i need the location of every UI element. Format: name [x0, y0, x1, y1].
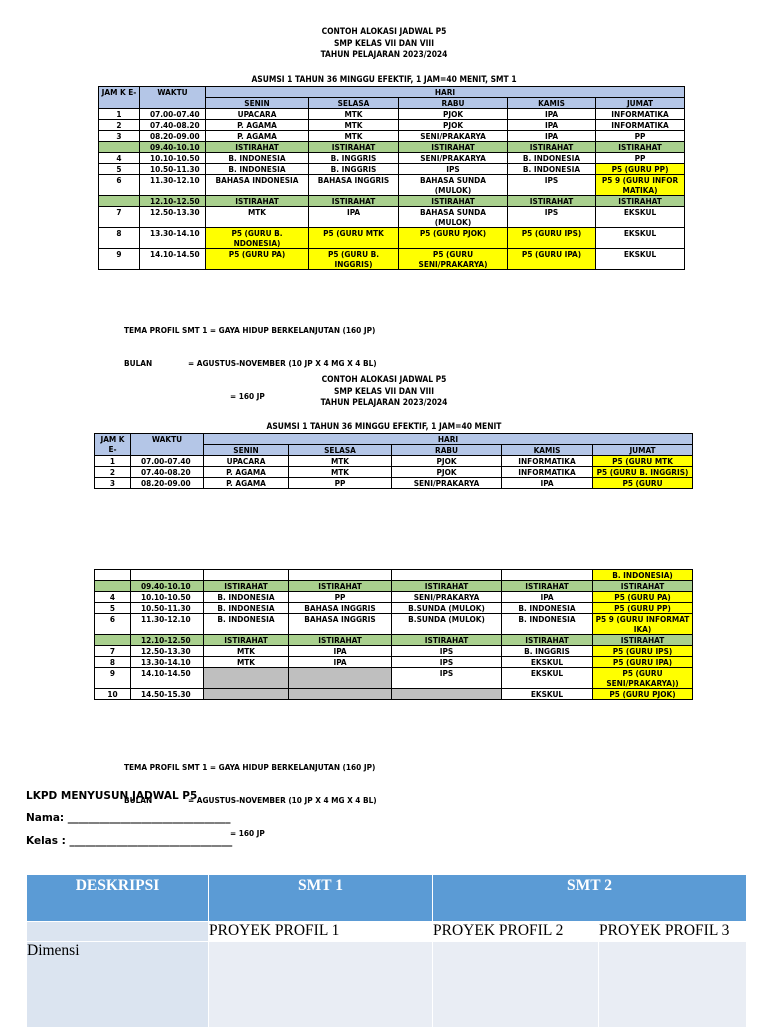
cell-dimensi-proyek-1[interactable] [209, 942, 433, 1028]
schedule-cell: EKSKUL [596, 207, 685, 228]
schedule-cell: PJOK [392, 456, 502, 467]
table-row [99, 175, 685, 196]
title-line: CONTOH ALOKASI JADWAL P5 [321, 374, 447, 384]
schedule-cell: ISTIRAHAT [392, 635, 502, 646]
table-row [95, 478, 693, 489]
note-line: BULAN = AGUSTUS-NOVEMBER (10 JP X 4 MG X 4 BL) [124, 358, 377, 368]
schedule-cell: MTK [289, 467, 392, 478]
schedule-cell: BAHASA INDONESIA [206, 175, 309, 196]
schedule-cell: B. INDONESIA [508, 164, 596, 175]
schedule-cell: P5 (GURU PJOK) [399, 228, 508, 249]
schedule-cell: ISTIRAHAT [206, 142, 309, 153]
jam-cell: 10 [95, 689, 131, 700]
table-row [99, 153, 685, 164]
title-line: TAHUN PELAJARAN 2023/2024 [320, 397, 448, 407]
cell-dimensi-proyek-3[interactable] [599, 942, 747, 1028]
schedule-cell: ISTIRAHAT [204, 635, 289, 646]
schedule-cell: P5 (GURU [593, 478, 693, 489]
header-day: SELASA [309, 98, 399, 109]
jam-cell: 6 [99, 175, 140, 196]
schedule-cell: MTK [309, 109, 399, 120]
header-jam: JAM K E- [99, 87, 140, 109]
jam-cell: 4 [95, 592, 131, 603]
schedule-cell: PJOK [399, 109, 508, 120]
header-day: KAMIS [508, 98, 596, 109]
schedule-cell: B. INDONESIA [508, 153, 596, 164]
waktu-cell: 13.30-14.10 [131, 657, 204, 668]
schedule-cell: IPS [392, 657, 502, 668]
note-line: = 160 JP [230, 828, 265, 838]
schedule-cell: P5 (GURU IPA) [593, 657, 693, 668]
cell-dimensi-proyek-2[interactable] [433, 942, 599, 1028]
schedule-cell: MTK [309, 120, 399, 131]
table-row [95, 657, 693, 668]
schedule-cell: B. INDONESIA [204, 614, 289, 635]
schedule-cell: P5 (GURU B. INGGRIS) [593, 467, 693, 478]
table-row [95, 603, 693, 614]
header-day: RABU [399, 98, 508, 109]
subheader-proyek-3: PROYEK PROFIL 3 [599, 922, 747, 942]
schedule-cell: P5 (GURU PJOK) [593, 689, 693, 700]
schedule-cell: BAHASA INGGRIS [289, 614, 392, 635]
schedule-cell: PJOK [392, 467, 502, 478]
schedule2-title [0, 374, 768, 409]
schedule-cell: PP [596, 153, 685, 164]
table-row [95, 614, 693, 635]
schedule-cell: EKSKUL [502, 689, 593, 700]
header-waktu: WAKTU [140, 87, 206, 109]
schedule-cell [502, 570, 593, 581]
schedule-cell: ISTIRAHAT [399, 142, 508, 153]
waktu-cell: 14.10-14.50 [131, 668, 204, 689]
schedule-cell: INFORMATIKA [502, 467, 593, 478]
schedule-cell: IPS [392, 668, 502, 689]
schedule-cell: B. INDONESIA [204, 603, 289, 614]
note-line: TEMA PROFIL SMT 1 = GAYA HIDUP BERKELANJUTAN (160 JP) [124, 762, 376, 772]
schedule-cell: B. INDONESIA) [593, 570, 693, 581]
waktu-cell: 08.20-09.00 [131, 478, 204, 489]
schedule-cell: IPA [289, 657, 392, 668]
schedule-cell: IPA [508, 131, 596, 142]
waktu-cell: 07.00-07.40 [131, 456, 204, 467]
jam-cell: 8 [95, 657, 131, 668]
schedule-cell: IPA [508, 120, 596, 131]
schedule-cell: P. AGAMA [204, 478, 289, 489]
schedule-cell [204, 668, 289, 689]
header-waktu: WAKTU [131, 434, 204, 456]
header-smt1: SMT 1 [209, 875, 433, 922]
header-row [95, 434, 693, 445]
header-jam: JAM K E- [95, 434, 131, 456]
schedule-cell: B. INDONESIA [206, 153, 309, 164]
schedule-cell: P5 (GURU B. NDONESIA) [206, 228, 309, 249]
schedule2-assumption: ASUMSI 1 TAHUN 36 MINGGU EFEKTIF, 1 JAM=40 MENIT [266, 421, 502, 431]
schedule-cell [289, 668, 392, 689]
jam-cell: 7 [95, 646, 131, 657]
schedule-cell: PP [289, 592, 392, 603]
table-row [99, 228, 685, 249]
schedule-cell: IPS [508, 175, 596, 196]
table-row [99, 131, 685, 142]
schedule-cell: ISTIRAHAT [204, 581, 289, 592]
schedule-cell: B. INGGRIS [502, 646, 593, 657]
table-row [95, 592, 693, 603]
schedule-cell: IPA [508, 109, 596, 120]
jam-cell: 9 [99, 249, 140, 270]
table-row [99, 142, 685, 153]
schedule-cell: INFORMATIKA [596, 120, 685, 131]
table-row [99, 249, 685, 270]
schedule-cell: SENI/PRAKARYA [399, 131, 508, 142]
header-day: JUMAT [596, 98, 685, 109]
schedule-cell: ISTIRAHAT [593, 581, 693, 592]
schedule-cell: B. INDONESIA [204, 592, 289, 603]
subheader-empty [27, 922, 209, 942]
schedule-cell: BAHASA INGGRIS [309, 175, 399, 196]
header-hari: HARI [204, 434, 693, 445]
table-row [99, 120, 685, 131]
lkpd-title: LKPD MENYUSUN JADWAL P5 [26, 790, 198, 802]
schedule-cell: IPS [399, 164, 508, 175]
schedule-cell: P5 (GURU MTK [593, 456, 693, 467]
schedule-cell: MTK [289, 456, 392, 467]
jam-cell: 5 [99, 164, 140, 175]
jam-cell: 6 [95, 614, 131, 635]
jam-cell: 3 [99, 131, 140, 142]
schedule-cell: MTK [309, 131, 399, 142]
title-line: CONTOH ALOKASI JADWAL P5 [321, 26, 447, 36]
schedule-cell: PJOK [399, 120, 508, 131]
schedule-cell: P5 9 (GURU INFOR MATIKA) [596, 175, 685, 196]
waktu-cell: 14.50-15.30 [131, 689, 204, 700]
schedule-cell: ISTIRAHAT [502, 635, 593, 646]
jam-cell [95, 635, 131, 646]
schedule-cell: B. INDONESIA [502, 614, 593, 635]
schedule-cell: P. AGAMA [206, 131, 309, 142]
jam-cell [95, 570, 131, 581]
schedule-cell: PP [289, 478, 392, 489]
schedule-cell: UPACARA [206, 109, 309, 120]
schedule-cell: P5 (GURU SENI/PRAKARYA)) [593, 668, 693, 689]
schedule-cell: IPA [502, 592, 593, 603]
schedule2-table-bottom [94, 569, 693, 700]
schedule-cell: P. AGAMA [206, 120, 309, 131]
schedule1-assumption: ASUMSI 1 TAHUN 36 MINGGU EFEKTIF, 1 JAM=40 MENIT, SMT 1 [251, 74, 517, 84]
schedule-cell: EKSKUL [596, 228, 685, 249]
waktu-cell [131, 570, 204, 581]
subheader-proyek-2: PROYEK PROFIL 2 [433, 922, 599, 942]
schedule-cell: IPA [289, 646, 392, 657]
schedule-cell: INFORMATIKA [596, 109, 685, 120]
schedule1-title [0, 26, 768, 61]
table-row [99, 196, 685, 207]
schedule-cell: ISTIRAHAT [596, 142, 685, 153]
schedule-cell: IPA [309, 207, 399, 228]
header-smt2: SMT 2 [433, 875, 747, 922]
note-line: = 160 JP [230, 391, 265, 401]
schedule-cell: INFORMATIKA [502, 456, 593, 467]
header-hari: HARI [206, 87, 685, 98]
table-row [95, 467, 693, 478]
header-day: KAMIS [502, 445, 593, 456]
schedule-cell: P5 (GURU PP) [596, 164, 685, 175]
header-day: SENIN [204, 445, 289, 456]
table-row [95, 689, 693, 700]
schedule-cell [289, 570, 392, 581]
schedule-cell: ISTIRAHAT [508, 142, 596, 153]
waktu-cell: 10.10-10.50 [131, 592, 204, 603]
schedule-cell: EKSKUL [502, 657, 593, 668]
header-day: SENIN [206, 98, 309, 109]
waktu-cell: 12.10-12.50 [140, 196, 206, 207]
schedule-cell: P5 (GURU MTK [309, 228, 399, 249]
table-row [95, 456, 693, 467]
schedule-cell [204, 570, 289, 581]
schedule-cell: SENI/PRAKARYA [392, 478, 502, 489]
schedule-cell: BAHASA SUNDA (MULOK) [399, 175, 508, 196]
jam-cell: 3 [95, 478, 131, 489]
jam-cell: 8 [99, 228, 140, 249]
schedule-cell: B.SUNDA (MULOK) [392, 603, 502, 614]
schedule-cell: MTK [206, 207, 309, 228]
schedule-cell: B. INGGRIS [309, 164, 399, 175]
waktu-cell: 10.10-10.50 [140, 153, 206, 164]
jam-cell [99, 142, 140, 153]
schedule-cell: ISTIRAHAT [289, 581, 392, 592]
waktu-cell: 12.50-13.30 [140, 207, 206, 228]
schedule-cell: ISTIRAHAT [206, 196, 309, 207]
header-day: RABU [392, 445, 502, 456]
waktu-cell: 10.50-11.30 [131, 603, 204, 614]
schedule-cell: SENI/PRAKARYA [399, 153, 508, 164]
schedule-cell: MTK [204, 646, 289, 657]
table-row [95, 581, 693, 592]
schedule-cell: IPS [392, 646, 502, 657]
header-row [99, 87, 685, 98]
schedule1-table [98, 86, 685, 270]
table-row [99, 164, 685, 175]
schedule-cell: P5 (GURU PA) [593, 592, 693, 603]
note-line: TEMA PROFIL SMT 1 = GAYA HIDUP BERKELANJUTAN (160 JP) [124, 325, 376, 335]
schedule-cell: ISTIRAHAT [392, 581, 502, 592]
schedule-cell: B. INDONESIA [206, 164, 309, 175]
schedule-cell: P5 (GURU PP) [593, 603, 693, 614]
jam-cell: 2 [95, 467, 131, 478]
waktu-cell: 14.10-14.50 [140, 249, 206, 270]
schedule-cell [392, 570, 502, 581]
table-row [99, 207, 685, 228]
title-line: SMP KELAS VII DAN VIII [333, 385, 435, 396]
header-deskripsi: DESKRIPSI [27, 875, 209, 922]
note-line: BULAN = AGUSTUS-NOVEMBER (10 JP X 4 MG X 4 BL) [124, 795, 377, 805]
jam-cell [99, 196, 140, 207]
waktu-cell: 07.40-08.20 [131, 467, 204, 478]
waktu-cell: 13.30-14.10 [140, 228, 206, 249]
table-row [95, 646, 693, 657]
schedule-cell: B.SUNDA (MULOK) [392, 614, 502, 635]
jam-cell: 1 [99, 109, 140, 120]
title-line: TAHUN PELAJARAN 2023/2024 [320, 49, 448, 59]
header-day: SELASA [289, 445, 392, 456]
schedule-cell: P5 (GURU B. INGGRIS) [309, 249, 399, 270]
schedule-cell: P5 (GURU IPA) [508, 249, 596, 270]
waktu-cell: 11.30-12.10 [140, 175, 206, 196]
table-row [95, 668, 693, 689]
waktu-cell: 11.30-12.10 [131, 614, 204, 635]
lkpd-kelas-field[interactable]: Kelas : _______________________________ [26, 835, 233, 847]
table-row [95, 570, 693, 581]
schedule-cell [289, 689, 392, 700]
schedule-cell: P5 (GURU PA) [206, 249, 309, 270]
jam-cell: 4 [99, 153, 140, 164]
waktu-cell: 09.40-10.10 [140, 142, 206, 153]
jam-cell: 2 [99, 120, 140, 131]
schedule-cell: BAHASA SUNDA (MULOK) [399, 207, 508, 228]
waktu-cell: 07.40-08.20 [140, 120, 206, 131]
schedule-cell: P. AGAMA [204, 467, 289, 478]
schedule-cell: P5 9 (GURU INFORMAT IKA) [593, 614, 693, 635]
schedule-cell: ISTIRAHAT [596, 196, 685, 207]
table-row [95, 635, 693, 646]
schedule-cell: IPA [502, 478, 593, 489]
waktu-cell: 08.20-09.00 [140, 131, 206, 142]
jam-cell [95, 581, 131, 592]
schedule-cell: ISTIRAHAT [593, 635, 693, 646]
schedule-cell: B. INDONESIA [502, 603, 593, 614]
schedule-cell: ISTIRAHAT [309, 142, 399, 153]
jam-cell: 5 [95, 603, 131, 614]
schedule-cell: BAHASA INGGRIS [289, 603, 392, 614]
schedule-cell: ISTIRAHAT [508, 196, 596, 207]
schedule-cell: EKSKUL [596, 249, 685, 270]
schedule-cell: ISTIRAHAT [289, 635, 392, 646]
schedule-cell: P5 (GURU IPS) [508, 228, 596, 249]
header-day: JUMAT [593, 445, 693, 456]
subheader-proyek-1: PROYEK PROFIL 1 [209, 922, 433, 942]
waktu-cell: 12.10-12.50 [131, 635, 204, 646]
schedule-cell [204, 689, 289, 700]
lkpd-table [26, 874, 747, 1028]
lkpd-nama-field[interactable]: Nama: _______________________________ [26, 812, 231, 824]
schedule-cell: P5 (GURU IPS) [593, 646, 693, 657]
schedule2-table-top [94, 433, 693, 489]
schedule-cell: P5 (GURU SENI/PRAKARYA) [399, 249, 508, 270]
table-row [99, 109, 685, 120]
jam-cell: 9 [95, 668, 131, 689]
waktu-cell: 12.50-13.30 [131, 646, 204, 657]
schedule-cell: PP [596, 131, 685, 142]
schedule-cell: ISTIRAHAT [309, 196, 399, 207]
schedule-cell: ISTIRAHAT [399, 196, 508, 207]
jam-cell: 1 [95, 456, 131, 467]
waktu-cell: 07.00-07.40 [140, 109, 206, 120]
schedule-cell: EKSKUL [502, 668, 593, 689]
schedule-cell: SENI/PRAKARYA [392, 592, 502, 603]
schedule-cell: B. INGGRIS [309, 153, 399, 164]
row-label-dimensi: Dimensi [27, 942, 209, 1028]
schedule-cell: ISTIRAHAT [502, 581, 593, 592]
waktu-cell: 10.50-11.30 [140, 164, 206, 175]
waktu-cell: 09.40-10.10 [131, 581, 204, 592]
schedule-cell: IPS [508, 207, 596, 228]
schedule-cell: UPACARA [204, 456, 289, 467]
schedule-cell [392, 689, 502, 700]
jam-cell: 7 [99, 207, 140, 228]
schedule-cell: MTK [204, 657, 289, 668]
title-line: SMP KELAS VII DAN VIII [333, 37, 435, 48]
